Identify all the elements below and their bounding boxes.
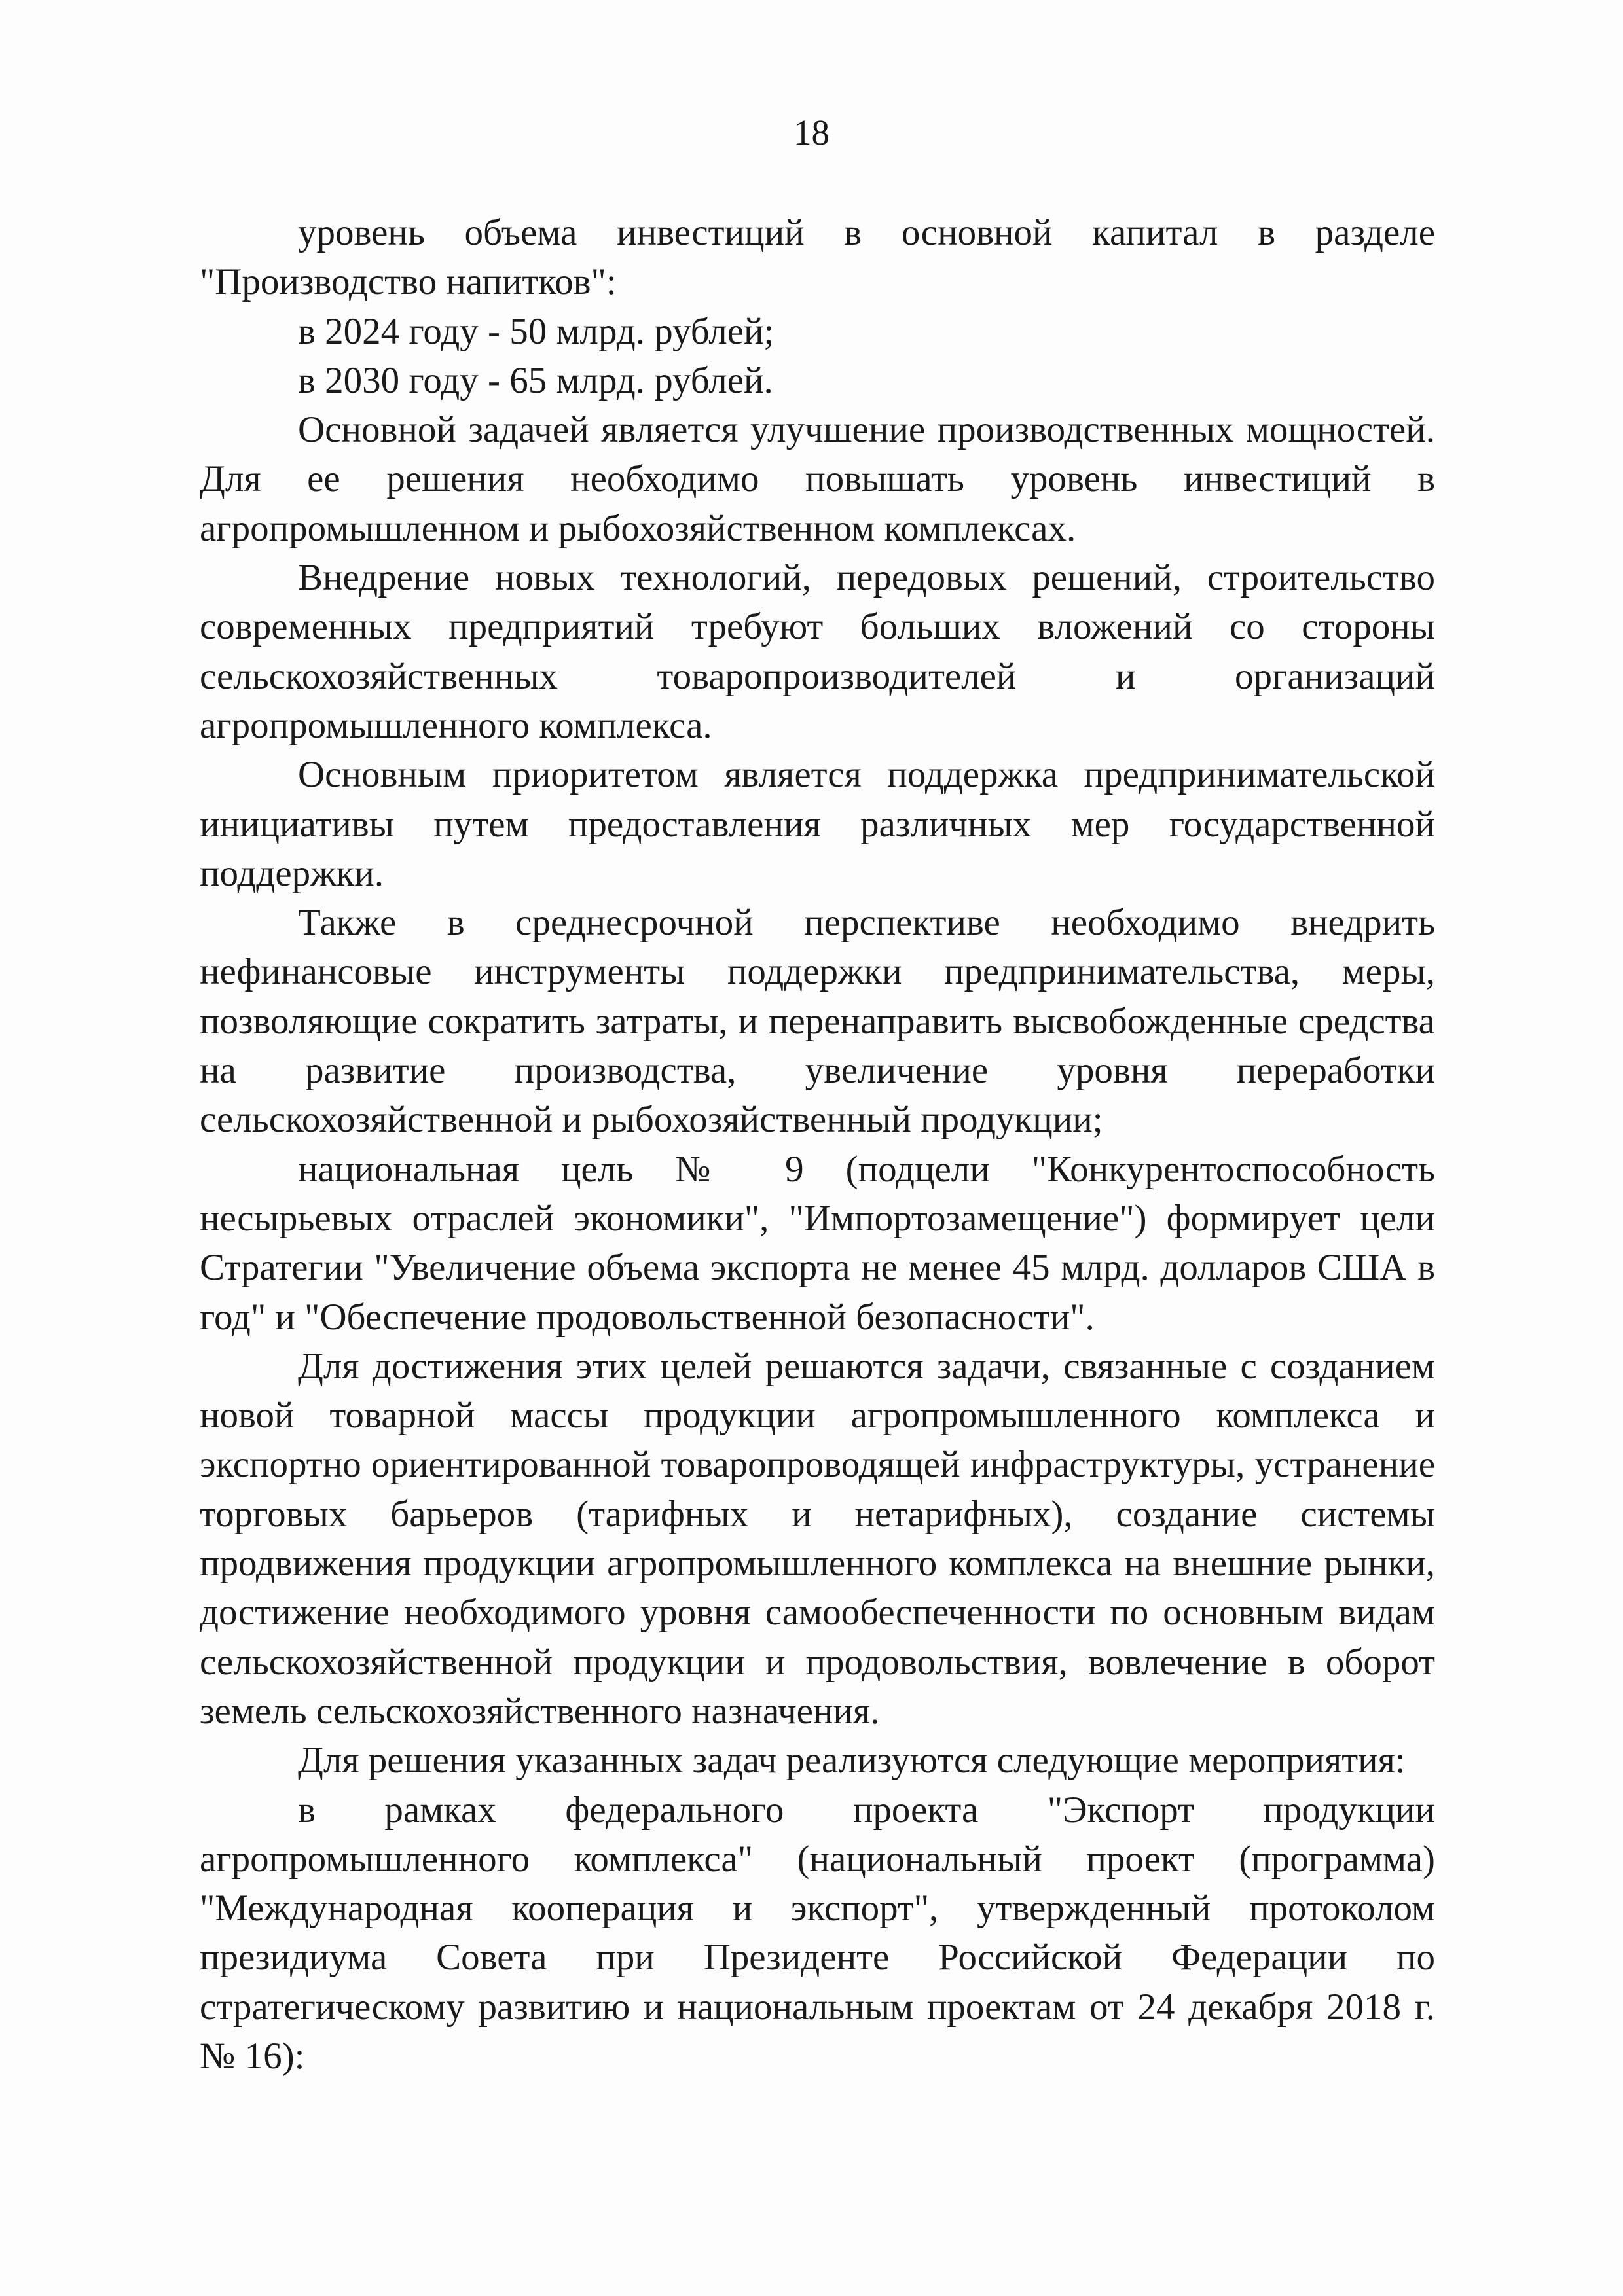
page-number: 18 [793,113,830,152]
paragraph-main-priority: Основным приоритетом является поддержка предпринимательской инициативы путем предоставления различных мер государственной поддержки. [200,754,1435,894]
paragraph-2030-target: в 2030 году - 65 млрд. рублей. [298,359,773,401]
paragraph-national-goal-9: национальная цель № 9 (подцели "Конкурентоспособность несырьевых отраслей экономики", "Импортозамещение") формирует цели Стратегии "Увеличение объема экспорта не менее 45 млрд. долларов США в год" и "Обеспечение продовольственной безопасности". [200,1148,1435,1338]
paragraph-new-technologies: Внедрение новых технологий, передовых решений, строительство современных предприятий требуют больших вложений со стороны сельскохозяйственных товаропроизводителей и организаций агропромышленного комплекса. [200,557,1435,746]
document-body [200,208,1435,2081]
paragraph-main-task: Основной задачей является улучшение производственных мощностей. Для ее решения необходимо повышать уровень инвестиций в агропромышленном и рыбохозяйственном комплексах. [200,409,1435,549]
paragraph-goal-tasks: Для достижения этих целей решаются задачи, связанные с созданием новой товарной массы продукции агропромышленного комплекса и экспортно ориентированной товаропроводящей инфраструктуры, устранение торговых барьеров (тарифных и нетарифных), создание системы продвижения продукции агропромышленного комплекса на внешние рынки, достижение необходимого уровня самообеспеченности по основным видам сельскохозяйственной продукции и продовольствия, вовлечение в оборот земель сельскохозяйственного назначения. [200,1345,1435,1732]
paragraph-measures-intro: Для решения указанных задач реализуются следующие мероприятия: [298,1740,1406,1782]
paragraph-non-financial-tools: Также в среднесрочной перспективе необходимо внедрить нефинансовые инструменты поддержки предпринимательства, меры, позволяющие сократить затраты, и перенаправить высвобожденные средства на развитие производства, увеличение уровня переработки сельскохозяйственной и рыбохозяйственный продукции; [200,902,1435,1141]
paragraph-investment-beverages: уровень объема инвестиций в основной капитал в разделе "Производство напитков": [200,212,1435,303]
paragraph-federal-project: в рамках федерального проекта "Экспорт продукции агропромышленного комплекса" (национальный проект (программа) "Международная кооперация и экспорт", утвержденный протоколом президиума Совета при Президенте Российской Федерации по стратегическому развитию и национальным проектам от 24 декабря 2018 г. № 16): [200,1789,1435,2077]
paragraph-2024-target: в 2024 году - 50 млрд. рублей; [298,310,775,352]
